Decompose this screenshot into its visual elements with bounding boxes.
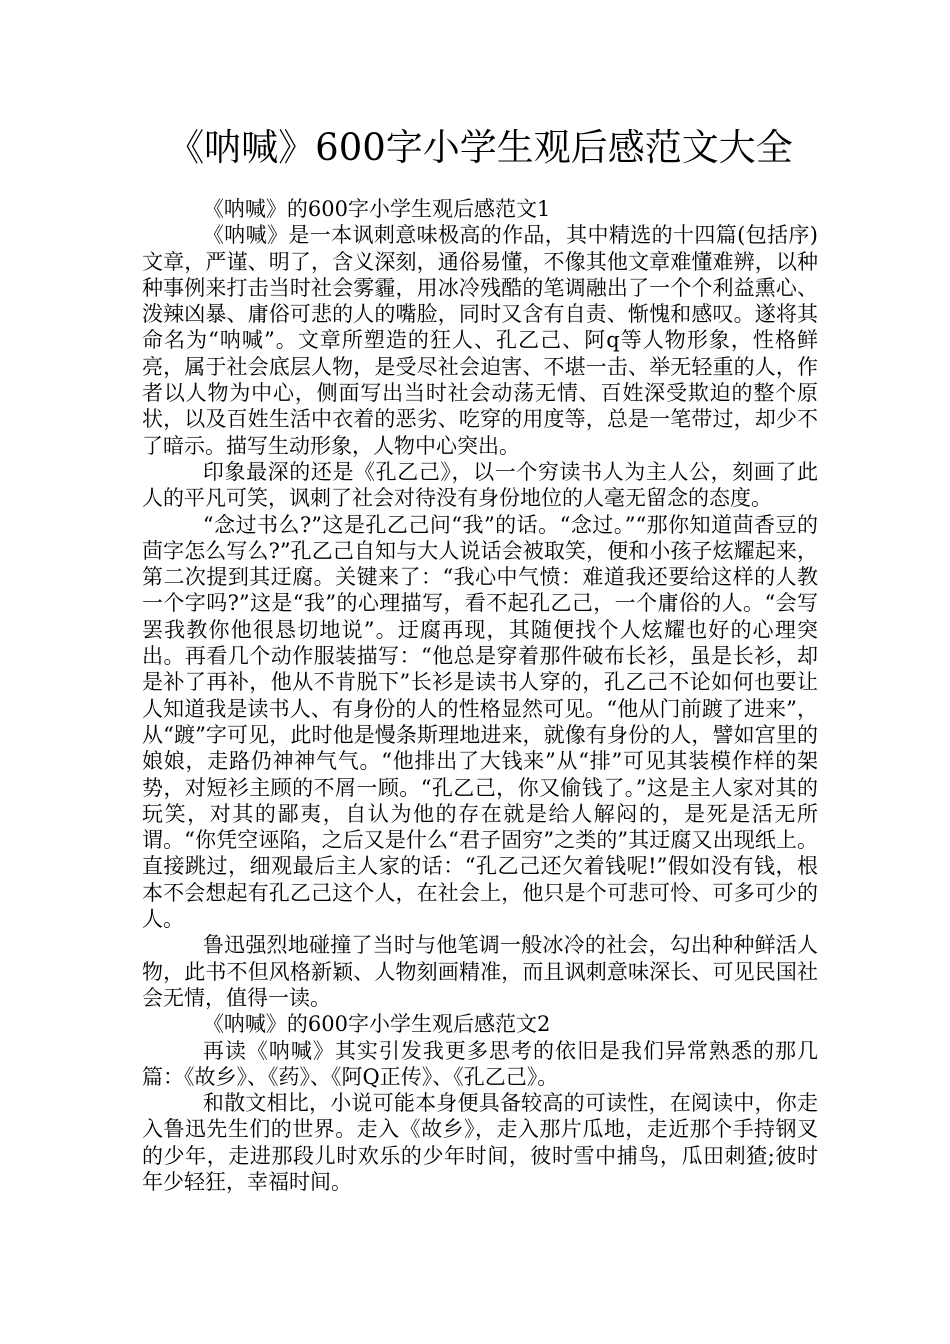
paragraph: 印象最深的还是《孔乙己》，以一个穷读书人为主人公，刻画了此人的平凡可笑，讽刺了社会对待没有身份地位的人毫无留念的态度。 bbox=[142, 459, 818, 511]
paragraph: 和散文相比，小说可能本身便具备较高的可读性，在阅读中，你走入鲁迅先生们的世界。走入《故乡》，走入那片瓜地，走近那个手持钢叉的少年，走进那段儿时欢乐的少年时间，彼时雪中捕鸟，瓜田刺猹;彼时年少轻狂，幸福时间。 bbox=[142, 1091, 818, 1194]
section-heading: 《呐喊》的600字小学生观后感范文1 bbox=[202, 197, 551, 221]
document-body bbox=[142, 196, 818, 1195]
paragraph: 再读《呐喊》其实引发我更多思考的依旧是我们异常熟悉的那几篇：《故乡》、《药》、《阿Q正传》、《孔乙己》。 bbox=[142, 1038, 818, 1089]
paragraph: 鲁迅强烈地碰撞了当时与他笔调一般冰冷的社会，勾出种种鲜活人物，此书不但风格新颖、人物刻画精准，而且讽刺意味深长、可见民国社会无情，值得一读。 bbox=[142, 933, 818, 1010]
paragraph: “念过书么?”这是孔乙己问“我”的话。“念过。”“那你知道茴香豆的茴字怎么写么?”孔乙己自知与大人说话会被取笑，便和小孩子炫耀起来，第二次提到其迂腐。关键来了：“我心中气愤：难道我还要给这样的人教一个字吗?”这是“我”的心理描写，看不起孔乙己，一个庸俗的人。“会写罢我教你他很恳切地说”。迂腐再现，其随便找个人炫耀也好的心理突出。再看几个动作服装描写：“他总是穿着那件破布长衫，虽是长衫，却是补了再补，他从不肯脱下”长衫是读书人穿的，孔乙己不论如何也要让人知道我是读书人、有身份的人的性格显然可见。“他从门前踱了进来”，从“踱”字可见，此时他是慢条斯理地进来，就像有身份的人，譬如宫里的娘娘，走路仍神神气气。“他排出了大钱来”从“排”可见其装模作样的架势，对短衫主顾的不屑一顾。“孔乙己，你又偷钱了。”这是主人家对其的玩笑，对其的鄙夷，自认为他的存在就是给人解闷的，是死是活无所谓。“你凭空诬陷，之后又是什么“君子固穷”之类的”其迂腐又出现纸上。直接跳过，细观最后主人家的话：“孔乙己还欠着钱呢!”假如没有钱，根本不会想起有孔乙己这个人，在社会上，他只是个可悲可怜、可多可少的人。 bbox=[142, 512, 818, 932]
paragraph: 《呐喊》是一本讽刺意味极高的作品，其中精选的十四篇(包括序)文章，严谨、明了，含义深刻，通俗易懂，不像其他文章难懂难辨，以种种事例来打击当时社会雾霾，用冰冷残酷的笔调融出了一个个利益熏心、泼辣凶暴、庸俗可悲的人的嘴脸，同时又含有自责、惭愧和感叹。遂将其命名为“呐喊”。文章所塑造的狂人、孔乙己、阿q等人物形象，性格鲜亮，属于社会底层人物，是受尽社会迫害、不堪一击、举无轻重的人，作者以人物为中心，侧面写出当时社会动荡无情、百姓深受欺迫的整个原状，以及百姓生活中衣着的恶劣、吃穿的用度等，总是一笔带过，却少不了暗示。描写生动形象，人物中心突出。 bbox=[142, 223, 818, 458]
document-title: 《呐喊》600字小学生观后感范文大全 bbox=[167, 126, 793, 169]
section-heading: 《呐喊》的600字小学生观后感范文2 bbox=[202, 1012, 551, 1037]
